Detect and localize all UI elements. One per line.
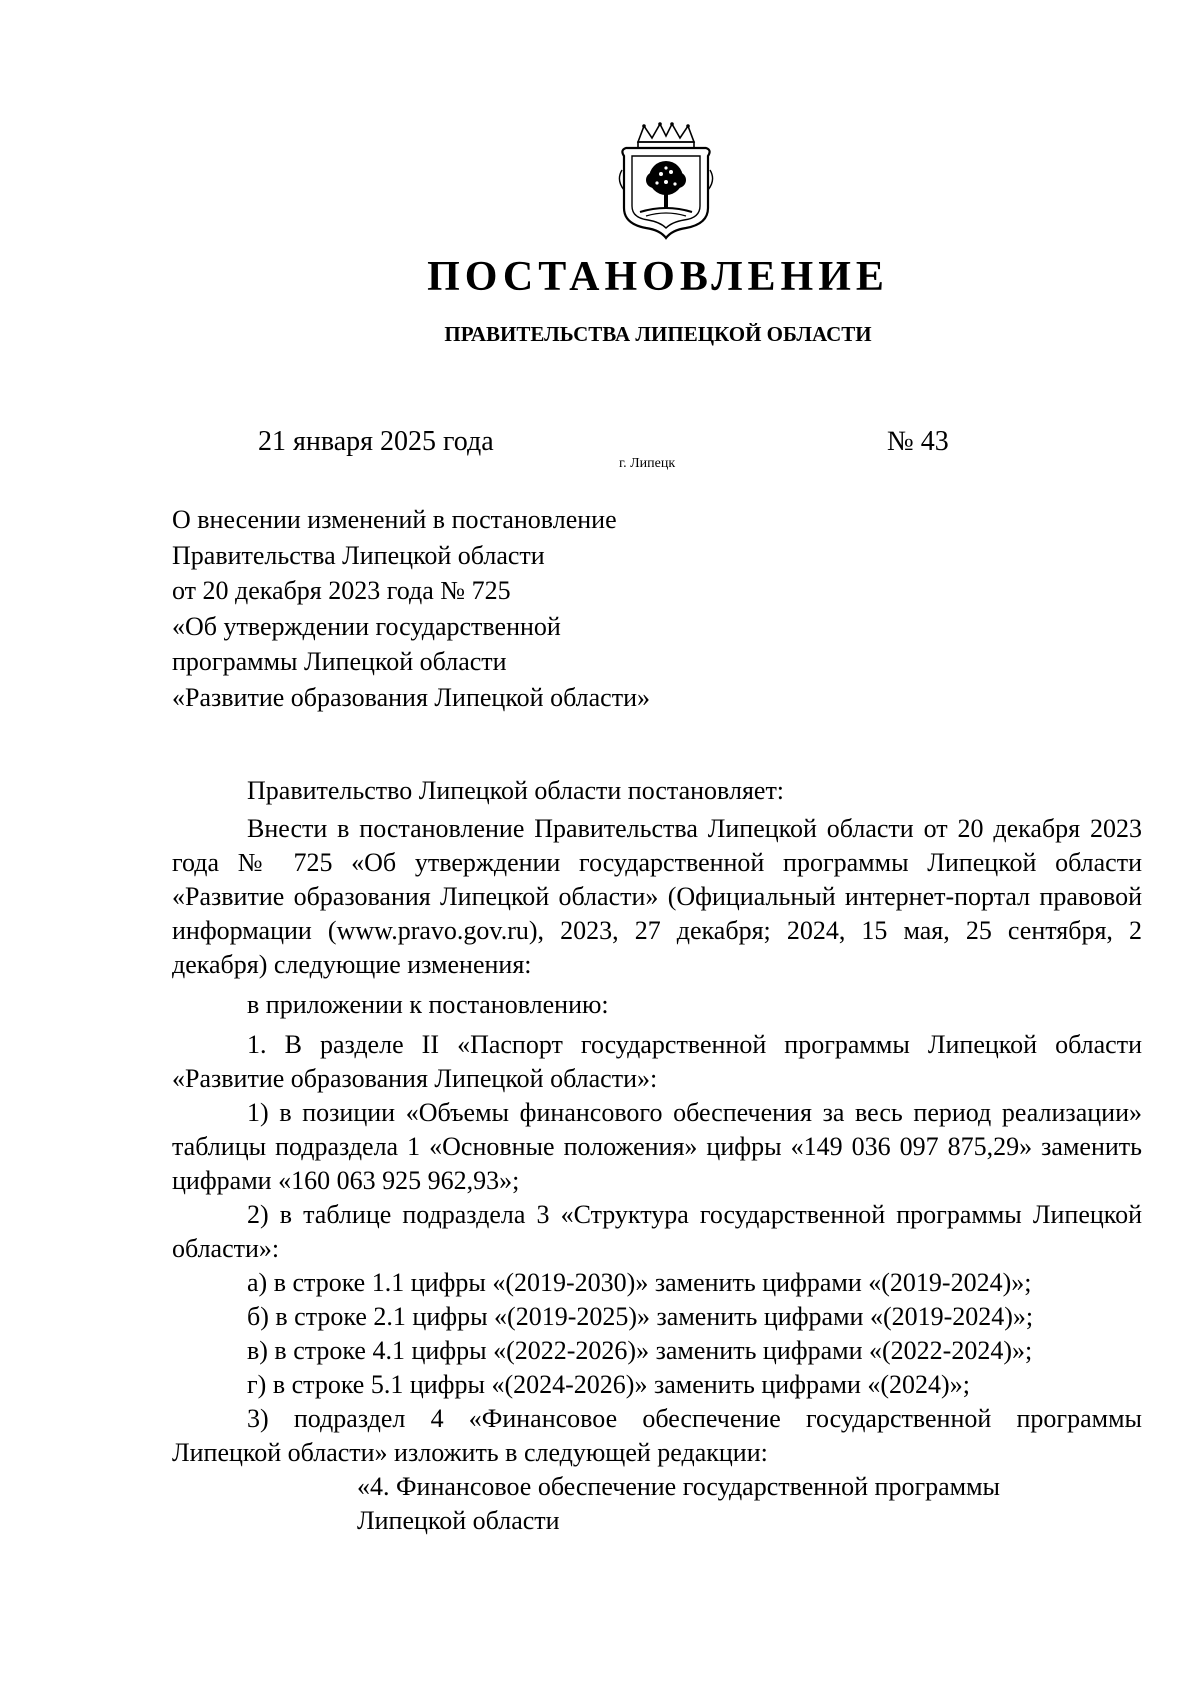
- subject-line: от 20 декабря 2023 года № 725: [172, 576, 511, 605]
- document-subject: [172, 502, 650, 715]
- paragraph-subitem-3: 3) подраздел 4 «Финансовое обеспечение государственной программы Липецкой области» изложить в следующей редакции:: [172, 1404, 1142, 1467]
- document-place: г. Липецк: [619, 456, 676, 471]
- document-date: 21 января 2025 года: [258, 426, 494, 457]
- document-number: № 43: [887, 426, 949, 457]
- paragraph-row-c: в) в строке 4.1 цифры «(2022-2026)» заменить цифрами «(2022-2024)»;: [247, 1336, 1033, 1365]
- coat-of-arms-icon: [616, 120, 716, 240]
- document-type-title: ПОСТАНОВЛЕНИЕ: [427, 254, 889, 300]
- subject-line: «Об утверждении государственной: [172, 611, 561, 641]
- paragraph-appendix: в приложении к постановлению:: [247, 990, 609, 1019]
- paragraph-amendments: Внести в постановление Правительства Липецкой области от 20 декабря 2023 года № 725 «Об утверждении государственной программы Липецкой области «Развитие образования Липецкой области» (Официальный интернет-портал правовой информации (www.pravo.gov.ru), 2023, 27 декабря; 2024, 15 мая, 25 сентября, 2 декабря) следующие изменения:: [172, 814, 1142, 979]
- subject-line: Правительства Липецкой области: [172, 540, 545, 570]
- section-heading-line-1: «4. Финансовое обеспечение государственной программы: [357, 1472, 1001, 1501]
- section-heading-line-2: Липецкой области: [357, 1506, 560, 1535]
- document-issuer: ПРАВИТЕЛЬСТВА ЛИПЕЦКОЙ ОБЛАСТИ: [444, 322, 872, 346]
- paragraph-subitem-2: 2) в таблице подраздела 3 «Структура государственной программы Липецкой области»:: [172, 1200, 1142, 1263]
- paragraph-row-d: г) в строке 5.1 цифры «(2024-2026)» заменить цифрами «(2024)»;: [247, 1370, 970, 1399]
- paragraph-item-1: 1. В разделе II «Паспорт государственной программы Липецкой области «Развитие образования Липецкой области»:: [172, 1030, 1142, 1093]
- paragraph-row-b: б) в строке 2.1 цифры «(2019-2025)» заменить цифрами «(2019-2024)»;: [247, 1302, 1034, 1331]
- resolution-intro: Правительство Липецкой области постановляет:: [247, 776, 785, 805]
- subject-line: «Развитие образования Липецкой области»: [172, 682, 650, 712]
- paragraph-row-a: а) в строке 1.1 цифры «(2019-2030)» заменить цифрами «(2019-2024)»;: [247, 1268, 1032, 1297]
- paragraph-subitem-1: 1) в позиции «Объемы финансового обеспечения за весь период реализации» таблицы подраздела 1 «Основные положения» цифры «149 036 097 875,29» заменить цифрами «160 063 925 962,93»;: [172, 1098, 1142, 1195]
- subject-line: О внесении изменений в постановление: [172, 505, 617, 534]
- document-body: [172, 774, 1142, 1538]
- subject-line: программы Липецкой области: [172, 647, 507, 676]
